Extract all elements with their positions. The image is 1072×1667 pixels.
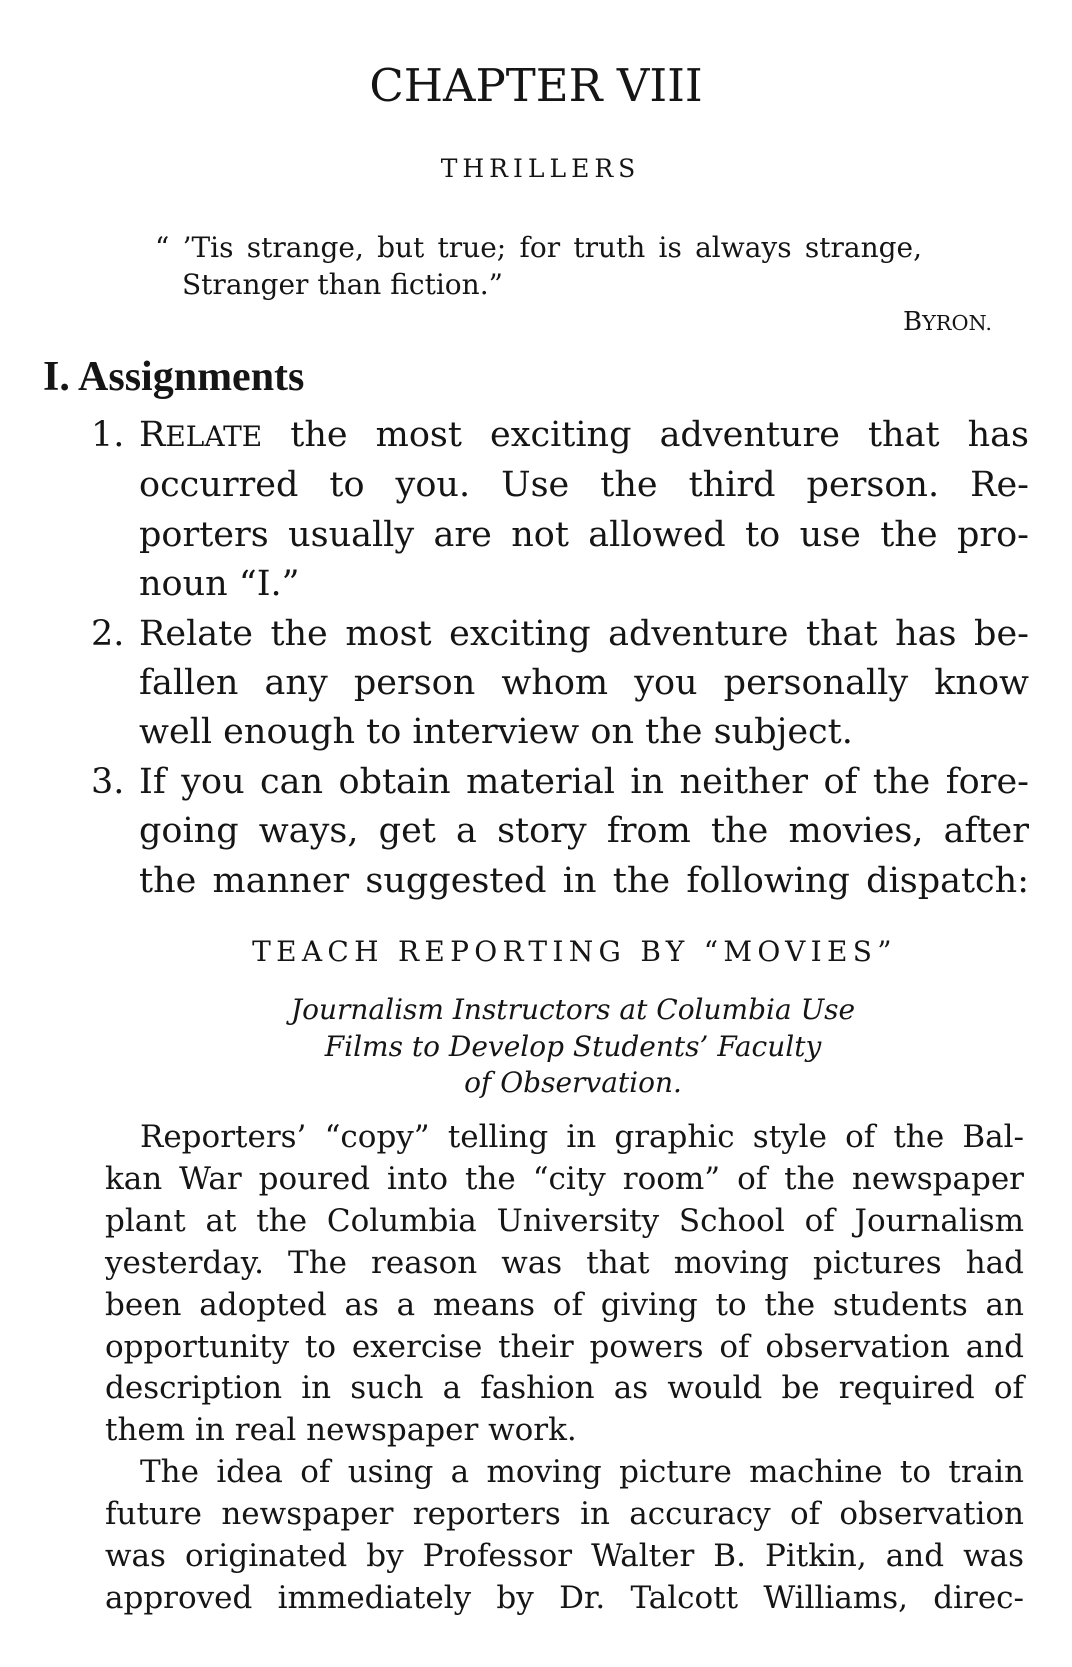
item-number: 2. xyxy=(91,613,125,654)
subhead-line: Journalism Instructors at Columbia Use xyxy=(290,993,856,1026)
item-line: Relate the most exciting adventure that has be- xyxy=(139,613,1029,654)
item-line: porters usually are not allowed to use the pro- xyxy=(139,514,1029,555)
body-line: The idea of using a moving picture machine to train xyxy=(140,1454,1024,1491)
body-line: was originated by Professor Walter B. Pitkin, and was xyxy=(105,1538,1024,1575)
lead-word: RELATE xyxy=(139,415,263,455)
item-number: 1. xyxy=(91,415,125,455)
body-line: them in real newspaper work. xyxy=(105,1412,577,1449)
dispatch-headline: TEACH REPORTING BY “MOVIES” xyxy=(252,935,897,968)
dispatch-subhead xyxy=(105,992,1041,1102)
dispatch-body xyxy=(105,1117,1024,1620)
body-line: plant at the Columbia University School of Journalism xyxy=(105,1202,1024,1239)
item-line: well enough to interview on the subject. xyxy=(139,712,853,753)
item-line: occurred to you. Use the third person. Re- xyxy=(139,465,1029,506)
item-line: noun “I.” xyxy=(139,564,300,605)
item-line xyxy=(139,411,1029,461)
item-line: If you can obtain material in neither of the fore- xyxy=(139,761,1029,802)
item-line: the manner suggested in the following dispatch: xyxy=(139,860,1029,901)
body-line: Reporters’ “copy” telling in graphic style of the Bal- xyxy=(140,1119,1024,1155)
assignment-item xyxy=(0,411,1072,610)
item-line: going ways, get a story from the movies, after xyxy=(139,811,1029,852)
assignment-item xyxy=(0,758,1072,906)
body-line: approved immediately by Dr. Talcott Williams, direc- xyxy=(105,1579,1024,1616)
section-heading: I. Assignments xyxy=(43,354,305,400)
body-line: opportunity to exercise their powers of observation and xyxy=(105,1328,1024,1365)
item-line: fallen any person whom you personally know xyxy=(139,663,1029,704)
epigraph-author xyxy=(903,305,992,340)
chapter-title: CHAPTER VIII xyxy=(369,59,703,112)
subhead-line: of Observation. xyxy=(464,1066,682,1099)
body-line: future newspaper reporters in accuracy of observation xyxy=(105,1496,1024,1533)
epigraph-line: Stranger than fiction.” xyxy=(182,268,503,301)
epigraph-author-name: BYRON. xyxy=(902,307,992,337)
body-line: description in such a fashion as would be required of xyxy=(105,1370,1024,1407)
body-line: yesterday. The reason was that moving pictures had xyxy=(105,1244,1024,1281)
item-line-text: the most exciting adventure that has xyxy=(290,415,1029,455)
assignments-list xyxy=(0,411,1072,906)
subhead-line: Films to Develop Students’ Faculty xyxy=(324,1029,822,1063)
body-line: kan War poured into the “city room” of the newspaper xyxy=(105,1160,1024,1197)
item-number: 3. xyxy=(91,761,125,802)
epigraph-line: “ ’Tis strange, but true; for truth is always strange, xyxy=(155,231,922,264)
body-line: been adopted as a means of giving to the students an xyxy=(105,1286,1024,1323)
assignment-item xyxy=(0,610,1072,758)
chapter-subtitle: THRILLERS xyxy=(440,154,641,183)
epigraph xyxy=(155,229,922,303)
